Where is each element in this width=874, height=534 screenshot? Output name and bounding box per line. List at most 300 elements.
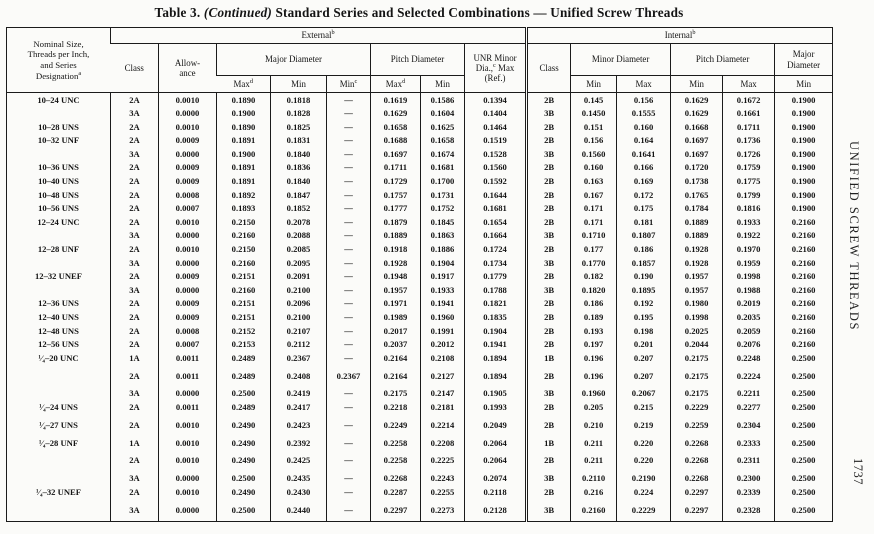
- cell-major-dia-min: 0.1840: [271, 175, 327, 189]
- header-nominal-size: Nominal Size, Threads per Inch, and Series Designation$^a$: [7, 28, 111, 93]
- cell-class-external: 3A: [111, 472, 159, 486]
- cell-allowance: 0.0007: [159, 202, 217, 216]
- table-header: [7, 28, 833, 93]
- header-minor-min-internal: Min: [571, 76, 617, 93]
- cell-unr-minor-dia: 0.1779: [465, 270, 527, 284]
- cell-allowance: 0.0011: [159, 365, 217, 387]
- cell-major-dia-max: 0.2152: [217, 324, 271, 338]
- cell-major-dia-min-int: 0.2160: [775, 338, 833, 352]
- cell-major-dia-min-c: —: [327, 485, 371, 499]
- cell-major-dia-min-int: 0.1900: [775, 188, 833, 202]
- cell-class-internal: 2B: [527, 311, 571, 325]
- cell-pitch-dia-max: 0.2287: [371, 485, 421, 499]
- cell-nominal-size: 10–32 UNF: [37, 135, 80, 146]
- cell-unr-minor-dia: 0.2128: [465, 499, 527, 522]
- cell-major-dia-min-c: 0.2367: [327, 365, 371, 387]
- cell-major-dia-min-int: 0.2500: [775, 450, 833, 472]
- title-text: Standard Series and Selected Combinations — Unified Screw Threads: [272, 5, 684, 20]
- cell-pitch-dia-max: 0.2017: [371, 324, 421, 338]
- cell-unr-minor-dia: 0.1894: [465, 365, 527, 387]
- cell-major-dia-min-c: —: [327, 351, 371, 365]
- cell-nominal-size: 10–24 UNC: [37, 94, 80, 105]
- cell-nominal-size: ¹⁄₄–24 UNS: [39, 401, 78, 412]
- cell-pitch-dia-max-int: 0.2277: [723, 400, 775, 414]
- cell-major-dia-min: 0.2091: [271, 270, 327, 284]
- cell-class-external: 2A: [111, 93, 159, 107]
- cell-pitch-dia-max-int: 0.2248: [723, 351, 775, 365]
- page-title: [0, 5, 838, 21]
- cell-class-internal: 1B: [527, 351, 571, 365]
- cell-pitch-dia-min: 0.2147: [421, 387, 465, 401]
- cell-minor-dia-max: 0.166: [617, 161, 671, 175]
- cell-major-dia-min-c: —: [327, 147, 371, 161]
- cell-pitch-dia-min: 0.1604: [421, 107, 465, 121]
- cell-class-external: 2A: [111, 338, 159, 352]
- cell-nominal-size: ¹⁄₄–27 UNS: [39, 419, 78, 430]
- cell-major-dia-max: 0.1891: [217, 175, 271, 189]
- cell-nominal-size: [7, 256, 111, 270]
- table-row: [7, 436, 833, 450]
- cell-pitch-dia-max: 0.2268: [371, 472, 421, 486]
- cell-major-dia-min-int: 0.2160: [775, 270, 833, 284]
- cell-unr-minor-dia: 0.1592: [465, 175, 527, 189]
- cell-class-external: 2A: [111, 311, 159, 325]
- cell-minor-dia-min: 0.196: [571, 365, 617, 387]
- cell-minor-dia-min: 0.216: [571, 485, 617, 499]
- header-major-max: Max$^d$: [233, 77, 253, 89]
- cell-major-dia-max: 0.2500: [217, 472, 271, 486]
- cell-pitch-dia-min-int: 0.2175: [671, 351, 723, 365]
- cell-pitch-dia-max: 0.1971: [371, 297, 421, 311]
- cell-major-dia-min: 0.1852: [271, 202, 327, 216]
- cell-unr-minor-dia: 0.1724: [465, 243, 527, 257]
- table-row: [7, 311, 833, 325]
- cell-unr-minor-dia: 0.1788: [465, 283, 527, 297]
- cell-major-dia-min: 0.1825: [271, 120, 327, 134]
- cell-class-external: 3A: [111, 229, 159, 243]
- cell-allowance: 0.0007: [159, 338, 217, 352]
- cell-major-dia-max: 0.1890: [217, 93, 271, 107]
- cell-major-dia-min-int: 0.1900: [775, 161, 833, 175]
- cell-major-dia-min: 0.2392: [271, 436, 327, 450]
- cell-major-dia-max: 0.2151: [217, 311, 271, 325]
- cell-pitch-dia-min-int: 0.2268: [671, 450, 723, 472]
- cell-pitch-dia-min: 0.1700: [421, 175, 465, 189]
- cell-major-dia-min: 0.2096: [271, 297, 327, 311]
- cell-pitch-dia-max: 0.1889: [371, 229, 421, 243]
- cell-allowance: 0.0009: [159, 270, 217, 284]
- cell-major-dia-min-int: 0.1900: [775, 147, 833, 161]
- cell-minor-dia-max: 0.215: [617, 400, 671, 414]
- header-minor-max-internal: Max: [617, 76, 671, 93]
- footnote-c: c: [354, 77, 358, 85]
- cell-major-dia-min-int: 0.1900: [775, 107, 833, 121]
- header-major-min-c: Min$^c$: [327, 76, 371, 93]
- cell-major-dia-min-c: —: [327, 324, 371, 338]
- header-major-min-internal: Min: [775, 76, 833, 93]
- header-pitch-max: Max$^d$: [371, 76, 421, 93]
- cell-major-dia-min: 0.2100: [271, 283, 327, 297]
- header-pitch-max-internal: Max: [723, 76, 775, 93]
- header-major-min: Min: [271, 76, 327, 93]
- cell-class-external: 1A: [111, 436, 159, 450]
- cell-pitch-dia-min: 0.2181: [421, 400, 465, 414]
- page-number: 1737: [851, 458, 865, 485]
- cell-major-dia-min: 0.2100: [271, 311, 327, 325]
- cell-allowance: 0.0000: [159, 387, 217, 401]
- cell-nominal-size: 12–24 UNC: [37, 216, 80, 227]
- cell-pitch-dia-min: 0.1674: [421, 147, 465, 161]
- cell-major-dia-min-c: —: [327, 450, 371, 472]
- cell-class-external: 3A: [111, 256, 159, 270]
- cell-class-internal: 2B: [527, 215, 571, 229]
- cell-major-dia-min-int: 0.2160: [775, 215, 833, 229]
- cell-major-dia-min-int: 0.2160: [775, 324, 833, 338]
- cell-major-dia-min-int: 0.2500: [775, 436, 833, 450]
- cell-pitch-dia-max: 0.1619: [371, 93, 421, 107]
- cell-class-internal: 2B: [527, 243, 571, 257]
- cell-unr-minor-dia: 0.1894: [465, 351, 527, 365]
- title-table-number: Table 3.: [154, 5, 204, 20]
- cell-allowance: 0.0009: [159, 311, 217, 325]
- cell-major-dia-max: 0.2489: [217, 351, 271, 365]
- cell-pitch-dia-max-int: 0.1799: [723, 188, 775, 202]
- cell-major-dia-min: 0.2107: [271, 324, 327, 338]
- cell-pitch-dia-min-int: 0.1765: [671, 188, 723, 202]
- cell-pitch-dia-min-int: 0.1629: [671, 93, 723, 107]
- header-minor-diameter-internal: Minor Diameter: [571, 44, 671, 76]
- cell-pitch-dia-min-int: 0.1738: [671, 175, 723, 189]
- cell-class-internal: 2B: [527, 414, 571, 436]
- table-row: [7, 270, 833, 284]
- cell-major-dia-min-c: —: [327, 202, 371, 216]
- cell-pitch-dia-max-int: 0.2311: [723, 450, 775, 472]
- cell-nominal-size: 12–36 UNS: [38, 298, 79, 309]
- cell-pitch-dia-min-int: 0.2229: [671, 400, 723, 414]
- cell-minor-dia-max: 0.164: [617, 134, 671, 148]
- cell-nominal-size: ¹⁄₄–32 UNEF: [35, 486, 82, 497]
- cell-major-dia-min: 0.2095: [271, 256, 327, 270]
- cell-pitch-dia-min-int: 0.1957: [671, 270, 723, 284]
- cell-nominal-size: [7, 107, 111, 121]
- cell-pitch-dia-min: 0.1941: [421, 297, 465, 311]
- cell-pitch-dia-max: 0.2218: [371, 400, 421, 414]
- cell-major-dia-max: 0.2489: [217, 400, 271, 414]
- cell-major-dia-min-c: —: [327, 188, 371, 202]
- cell-minor-dia-min: 0.1770: [571, 256, 617, 270]
- cell-pitch-dia-max-int: 0.2076: [723, 338, 775, 352]
- cell-class-internal: 2B: [527, 270, 571, 284]
- cell-pitch-dia-max: 0.2175: [371, 387, 421, 401]
- cell-minor-dia-max: 0.195: [617, 311, 671, 325]
- cell-pitch-dia-min-int: 0.1889: [671, 229, 723, 243]
- cell-minor-dia-min: 0.151: [571, 120, 617, 134]
- cell-major-dia-min-int: 0.2500: [775, 414, 833, 436]
- cell-major-dia-max: 0.2490: [217, 436, 271, 450]
- cell-pitch-dia-min: 0.1886: [421, 243, 465, 257]
- cell-major-dia-min-int: 0.1900: [775, 120, 833, 134]
- cell-minor-dia-min: 0.145: [571, 93, 617, 107]
- cell-class-internal: 3B: [527, 283, 571, 297]
- cell-pitch-dia-max-int: 0.1736: [723, 134, 775, 148]
- unified-screw-threads-table: [6, 27, 833, 522]
- cell-unr-minor-dia: 0.1404: [465, 107, 527, 121]
- footnote-b: b: [692, 29, 696, 37]
- cell-minor-dia-min: 0.197: [571, 338, 617, 352]
- cell-major-dia-max: 0.2150: [217, 215, 271, 229]
- cell-class-external: 2A: [111, 243, 159, 257]
- cell-pitch-dia-max: 0.1711: [371, 161, 421, 175]
- cell-minor-dia-max: 0.1641: [617, 147, 671, 161]
- cell-nominal-size: [7, 147, 111, 161]
- cell-major-dia-min-c: —: [327, 499, 371, 522]
- cell-pitch-dia-max-int: 0.2035: [723, 311, 775, 325]
- cell-allowance: 0.0010: [159, 93, 217, 107]
- cell-major-dia-min: 0.2112: [271, 338, 327, 352]
- cell-pitch-dia-min: 0.1752: [421, 202, 465, 216]
- footnote-b: b: [331, 29, 335, 37]
- cell-unr-minor-dia: 0.1560: [465, 161, 527, 175]
- cell-pitch-dia-max-int: 0.2224: [723, 365, 775, 387]
- cell-allowance: 0.0000: [159, 229, 217, 243]
- cell-pitch-dia-max: 0.1629: [371, 107, 421, 121]
- cell-major-dia-min-c: —: [327, 93, 371, 107]
- cell-class-external: 3A: [111, 283, 159, 297]
- cell-allowance: 0.0009: [159, 297, 217, 311]
- footnote-a: a: [78, 69, 82, 77]
- cell-pitch-dia-max: 0.1879: [371, 215, 421, 229]
- cell-allowance: 0.0000: [159, 147, 217, 161]
- cell-nominal-size: [7, 387, 111, 401]
- header-pitch-diameter-external: Pitch Diameter: [371, 44, 465, 76]
- cell-major-dia-min-c: —: [327, 256, 371, 270]
- cell-class-external: 2A: [111, 161, 159, 175]
- cell-class-internal: 2B: [527, 175, 571, 189]
- cell-major-dia-min-int: 0.2160: [775, 297, 833, 311]
- cell-major-dia-min-c: —: [327, 215, 371, 229]
- cell-major-dia-min: 0.1828: [271, 107, 327, 121]
- cell-nominal-size: [7, 499, 111, 522]
- cell-minor-dia-min: 0.1820: [571, 283, 617, 297]
- cell-major-dia-min: 0.2085: [271, 243, 327, 257]
- cell-class-internal: 2B: [527, 338, 571, 352]
- cell-major-dia-min-int: 0.2500: [775, 351, 833, 365]
- cell-class-internal: 2B: [527, 202, 571, 216]
- cell-pitch-dia-min: 0.1917: [421, 270, 465, 284]
- cell-class-internal: 3B: [527, 256, 571, 270]
- cell-major-dia-min: 0.2435: [271, 472, 327, 486]
- cell-minor-dia-max: 0.207: [617, 365, 671, 387]
- cell-pitch-dia-min: 0.2214: [421, 414, 465, 436]
- cell-major-dia-min: 0.2430: [271, 485, 327, 499]
- cell-major-dia-min-int: 0.2500: [775, 472, 833, 486]
- cell-unr-minor-dia: 0.1821: [465, 297, 527, 311]
- cell-minor-dia-min: 0.211: [571, 450, 617, 472]
- cell-major-dia-min: 0.1847: [271, 188, 327, 202]
- table-row: [7, 450, 833, 472]
- cell-major-dia-min: 0.1818: [271, 93, 327, 107]
- cell-unr-minor-dia: 0.1941: [465, 338, 527, 352]
- cell-major-dia-min-c: —: [327, 229, 371, 243]
- cell-class-internal: 3B: [527, 147, 571, 161]
- cell-major-dia-min-c: —: [327, 414, 371, 436]
- cell-minor-dia-min: 0.1710: [571, 229, 617, 243]
- cell-major-dia-min-c: —: [327, 400, 371, 414]
- cell-class-external: 3A: [111, 147, 159, 161]
- cell-allowance: 0.0009: [159, 161, 217, 175]
- header-class-external: Class: [124, 62, 144, 73]
- cell-class-internal: 2B: [527, 450, 571, 472]
- cell-pitch-dia-max: 0.1729: [371, 175, 421, 189]
- cell-minor-dia-min: 0.189: [571, 311, 617, 325]
- cell-major-dia-min-c: —: [327, 472, 371, 486]
- header-pitch-min: Min: [421, 76, 465, 93]
- cell-pitch-dia-min: 0.2255: [421, 485, 465, 499]
- cell-pitch-dia-max: 0.1688: [371, 134, 421, 148]
- cell-pitch-dia-max-int: 0.2328: [723, 499, 775, 522]
- cell-major-dia-min-int: 0.1900: [775, 134, 833, 148]
- cell-pitch-dia-min: 0.1731: [421, 188, 465, 202]
- cell-major-dia-min-int: 0.1900: [775, 175, 833, 189]
- cell-class-internal: 3B: [527, 472, 571, 486]
- cell-class-internal: 2B: [527, 400, 571, 414]
- cell-pitch-dia-max-int: 0.2211: [723, 387, 775, 401]
- cell-pitch-dia-max-int: 0.1959: [723, 256, 775, 270]
- cell-minor-dia-max: 0.160: [617, 120, 671, 134]
- cell-pitch-dia-max-int: 0.2333: [723, 436, 775, 450]
- cell-nominal-size: 12–32 UNEF: [34, 271, 83, 282]
- cell-pitch-dia-min-int: 0.2175: [671, 387, 723, 401]
- cell-allowance: 0.0000: [159, 472, 217, 486]
- cell-class-internal: 2B: [527, 485, 571, 499]
- cell-minor-dia-min: 0.193: [571, 324, 617, 338]
- cell-minor-dia-max: 0.190: [617, 270, 671, 284]
- header-major-diameter-internal: Major Diameter: [775, 44, 833, 76]
- table-row: [7, 387, 833, 401]
- cell-minor-dia-max: 0.181: [617, 215, 671, 229]
- cell-major-dia-max: 0.1900: [217, 147, 271, 161]
- cell-pitch-dia-max: 0.1697: [371, 147, 421, 161]
- cell-nominal-size: 10–40 UNS: [38, 176, 79, 187]
- cell-class-external: 2A: [111, 365, 159, 387]
- cell-major-dia-max: 0.2490: [217, 414, 271, 436]
- cell-nominal-size: 12–40 UNS: [38, 312, 79, 322]
- cell-minor-dia-max: 0.192: [617, 297, 671, 311]
- cell-class-external: 3A: [111, 107, 159, 121]
- cell-minor-dia-max: 0.175: [617, 202, 671, 216]
- cell-major-dia-min: 0.2088: [271, 229, 327, 243]
- cell-class-external: 3A: [111, 499, 159, 522]
- cell-pitch-dia-max: 0.1928: [371, 256, 421, 270]
- cell-major-dia-min-int: 0.2160: [775, 243, 833, 257]
- cell-class-external: 2A: [111, 324, 159, 338]
- cell-major-dia-min-c: —: [327, 283, 371, 297]
- cell-pitch-dia-max-int: 0.1661: [723, 107, 775, 121]
- cell-minor-dia-min: 0.163: [571, 175, 617, 189]
- cell-class-external: 2A: [111, 134, 159, 148]
- cell-unr-minor-dia: 0.2064: [465, 436, 527, 450]
- cell-allowance: 0.0010: [159, 243, 217, 257]
- cell-class-external: 2A: [111, 485, 159, 499]
- cell-major-dia-min-c: —: [327, 161, 371, 175]
- cell-allowance: 0.0011: [159, 351, 217, 365]
- cell-pitch-dia-max: 0.2037: [371, 338, 421, 352]
- cell-pitch-dia-min-int: 0.1928: [671, 243, 723, 257]
- cell-major-dia-min: 0.1836: [271, 161, 327, 175]
- cell-pitch-dia-max-int: 0.1933: [723, 215, 775, 229]
- cell-allowance: 0.0000: [159, 499, 217, 522]
- cell-pitch-dia-min: 0.2273: [421, 499, 465, 522]
- cell-minor-dia-max: 0.220: [617, 450, 671, 472]
- cell-allowance: 0.0010: [159, 215, 217, 229]
- cell-class-internal: 2B: [527, 324, 571, 338]
- cell-major-dia-min-int: 0.2500: [775, 387, 833, 401]
- cell-major-dia-min: 0.2419: [271, 387, 327, 401]
- footnote-d: d: [402, 77, 406, 85]
- cell-allowance: 0.0000: [159, 283, 217, 297]
- cell-pitch-dia-max: 0.1757: [371, 188, 421, 202]
- cell-minor-dia-min: 0.156: [571, 134, 617, 148]
- cell-minor-dia-max: 0.207: [617, 351, 671, 365]
- cell-pitch-dia-min-int: 0.1980: [671, 297, 723, 311]
- header-unr-minor-dia: UNR Minor Dia.,$^c$ Max (Ref.): [465, 44, 527, 93]
- table-row: [7, 107, 833, 121]
- cell-minor-dia-min: 0.2110: [571, 472, 617, 486]
- cell-pitch-dia-max-int: 0.2059: [723, 324, 775, 338]
- cell-major-dia-min-int: 0.2500: [775, 499, 833, 522]
- cell-major-dia-min-int: 0.2160: [775, 283, 833, 297]
- cell-major-dia-max: 0.2500: [217, 387, 271, 401]
- cell-pitch-dia-min: 0.1933: [421, 283, 465, 297]
- table-row: [7, 297, 833, 311]
- cell-class-external: 2A: [111, 297, 159, 311]
- cell-pitch-dia-min: 0.1991: [421, 324, 465, 338]
- cell-pitch-dia-max: 0.1948: [371, 270, 421, 284]
- cell-pitch-dia-max: 0.2164: [371, 365, 421, 387]
- cell-pitch-dia-min: 0.1904: [421, 256, 465, 270]
- table-row: [7, 161, 833, 175]
- cell-pitch-dia-min-int: 0.1697: [671, 134, 723, 148]
- cell-pitch-dia-min: 0.2012: [421, 338, 465, 352]
- table-row: [7, 147, 833, 161]
- cell-pitch-dia-max-int: 0.1711: [723, 120, 775, 134]
- cell-minor-dia-min: 0.186: [571, 297, 617, 311]
- cell-class-external: 2A: [111, 120, 159, 134]
- cell-pitch-dia-min: 0.1681: [421, 161, 465, 175]
- cell-major-dia-max: 0.2490: [217, 450, 271, 472]
- cell-major-dia-min-int: 0.2160: [775, 229, 833, 243]
- cell-class-external: 2A: [111, 202, 159, 216]
- table-row: [7, 338, 833, 352]
- cell-pitch-dia-min: 0.2208: [421, 436, 465, 450]
- cell-minor-dia-min: 0.182: [571, 270, 617, 284]
- cell-major-dia-max: 0.1892: [217, 188, 271, 202]
- cell-major-dia-min-c: —: [327, 270, 371, 284]
- cell-major-dia-min-int: 0.1900: [775, 93, 833, 107]
- cell-minor-dia-min: 0.210: [571, 414, 617, 436]
- cell-major-dia-min-c: —: [327, 120, 371, 134]
- cell-minor-dia-min: 0.1450: [571, 107, 617, 121]
- cell-minor-dia-min: 0.1560: [571, 147, 617, 161]
- cell-pitch-dia-min-int: 0.2268: [671, 436, 723, 450]
- cell-unr-minor-dia: 0.1904: [465, 324, 527, 338]
- table-row: [7, 120, 833, 134]
- cell-nominal-size: 12–28 UNF: [37, 244, 80, 255]
- cell-pitch-dia-max-int: 0.1922: [723, 229, 775, 243]
- cell-pitch-dia-max-int: 0.1988: [723, 283, 775, 297]
- cell-pitch-dia-max-int: 0.1726: [723, 147, 775, 161]
- cell-allowance: 0.0009: [159, 175, 217, 189]
